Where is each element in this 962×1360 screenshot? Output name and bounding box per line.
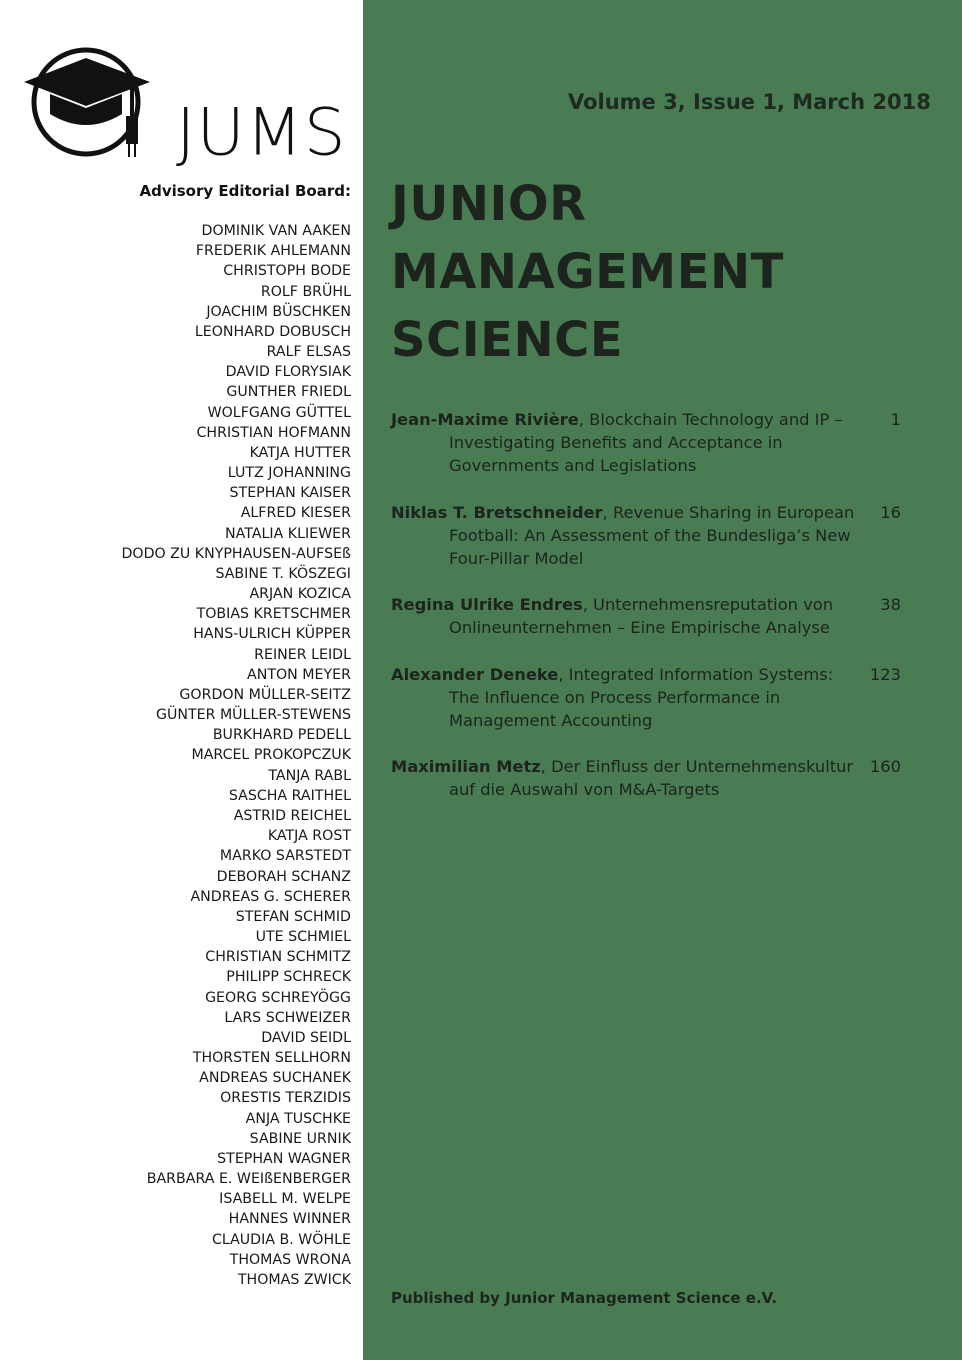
board-member: GUNTHER FRIEDL — [226, 384, 351, 401]
board-member: LUTZ JOHANNING — [227, 465, 351, 482]
toc-entry — [391, 593, 901, 639]
toc-author: Alexander Deneke — [391, 664, 559, 684]
board-member: UTE SCHMIEL — [255, 929, 351, 946]
board-member: THOMAS ZWICK — [237, 1271, 351, 1288]
board-member: LARS SCHWEIZER — [224, 1009, 351, 1026]
toc-entry-first-line — [391, 501, 901, 524]
board-member: REINER LEIDL — [254, 646, 351, 663]
board-member: SASCHA RAITHEL — [228, 787, 351, 804]
board-member: JOACHIM BÜSCHKEN — [206, 303, 351, 320]
board-member: WOLFGANG GÜTTEL — [207, 404, 351, 421]
board-member: ISABELL M. WELPE — [219, 1191, 351, 1208]
toc-entry-first-line — [391, 755, 901, 778]
table-of-contents — [391, 408, 901, 802]
board-member: ALFRED KIESER — [240, 505, 351, 522]
toc-title: , Unternehmensreputation von — [582, 595, 834, 615]
board-member: NATALIA KLIEWER — [225, 525, 351, 542]
graduation-cap-icon — [22, 44, 172, 164]
board-member: SABINE URNIK — [249, 1130, 351, 1147]
board-member: STEFAN SCHMID — [235, 908, 351, 925]
board-member: GORDON MÜLLER-SEITZ — [179, 686, 351, 703]
toc-page-number: 16 — [880, 502, 901, 522]
board-member: LEONHARD DOBUSCH — [194, 323, 351, 340]
toc-title-continuation: Management Accounting — [449, 711, 653, 731]
board-member: DOMINIK VAN AAKEN — [201, 223, 351, 239]
board-member: HANS-ULRICH KÜPPER — [193, 626, 351, 643]
logo-wordmark: JUMS — [176, 94, 347, 171]
board-member: ANDREAS SUCHANEK — [199, 1070, 351, 1087]
board-member: KATJA HUTTER — [249, 444, 351, 461]
board-member: DEBORAH SCHANZ — [216, 868, 351, 885]
toc-title-continuation: auf die Auswahl von M&A-Targets — [449, 780, 720, 800]
toc-author: Regina Ulrike Endres — [391, 595, 583, 615]
toc-title-continuation: Four-Pillar Model — [449, 549, 584, 569]
board-member: CHRISTOPH BODE — [223, 263, 351, 280]
toc-entry-first-line — [391, 593, 901, 616]
toc-title-continuation: Onlineunternehmen – Eine Empirische Analyse — [449, 618, 830, 638]
board-member: PHILIPP SCHRECK — [226, 969, 351, 986]
toc-title: , Der Einfluss der Unternehmenskultur — [540, 757, 854, 777]
board-member: KATJA ROST — [267, 828, 351, 845]
board-member: CHRISTIAN HOFMANN — [196, 424, 351, 441]
board-member: CLAUDIA B. WÖHLE — [211, 1231, 351, 1248]
toc-title-continuation: The Influence on Process Performance in — [449, 687, 781, 707]
board-member: ANJA TUSCHKE — [245, 1110, 351, 1127]
board-title: Advisory Editorial Board: — [139, 182, 351, 200]
toc-title: , Integrated Information Systems: — [558, 664, 834, 684]
board-member: DAVID SEIDL — [261, 1029, 351, 1046]
editorial-board-panel — [0, 0, 363, 1360]
board-member: STEPHAN KAISER — [229, 485, 351, 502]
journal-title-line: MANAGEMENT — [391, 244, 784, 300]
toc-author: Jean-Maxime Rivière — [391, 410, 579, 429]
board-member: ASTRID REICHEL — [233, 807, 351, 824]
board-member: ARJAN KOZICA — [249, 586, 351, 603]
journal-title-line: JUNIOR — [391, 176, 587, 232]
board-member: BARBARA E. WEIßENBERGER — [146, 1171, 351, 1188]
board-member: DAVID FLORYSIAK — [225, 364, 351, 381]
toc-entry-first-line — [391, 408, 901, 431]
board-member: GEORG SCHREYÖGG — [205, 989, 351, 1006]
toc-page-number: 160 — [869, 757, 901, 777]
issue-info: Volume 3, Issue 1, March 2018 — [568, 90, 931, 114]
board-member: TANJA RABL — [268, 767, 351, 784]
board-member: SABINE T. KÖSZEGI — [215, 565, 351, 582]
toc-title-continuation: Football: An Assessment of the Bundesliga’s New — [449, 525, 851, 545]
board-member: BURKHARD PEDELL — [212, 727, 351, 744]
board-member: GÜNTER MÜLLER-STEWENS — [155, 707, 351, 724]
jums-logo — [22, 44, 352, 171]
toc-page-number: 38 — [880, 595, 901, 615]
board-member: HANNES WINNER — [228, 1211, 351, 1228]
publisher-line: Published by Junior Management Science e.V. — [391, 1289, 778, 1307]
toc-entry-first-line — [391, 663, 901, 686]
toc-author: Niklas T. Bretschneider — [391, 502, 603, 522]
journal-title-line: SCIENCE — [391, 312, 624, 368]
board-member: RALF ELSAS — [266, 344, 351, 361]
toc-entry — [391, 408, 901, 478]
board-member: ANTON MEYER — [247, 666, 351, 683]
board-member: ROLF BRÜHL — [260, 283, 351, 300]
board-member-list — [11, 221, 351, 1290]
board-member: THORSTEN SELLHORN — [192, 1050, 351, 1067]
toc-page-number: 1 — [890, 410, 901, 429]
board-member: STEPHAN WAGNER — [217, 1150, 351, 1167]
toc-title: , Blockchain Technology and IP – — [578, 410, 843, 429]
toc-entry — [391, 663, 901, 733]
board-member: TOBIAS KRETSCHMER — [196, 606, 351, 623]
toc-author: Maximilian Metz — [391, 757, 541, 777]
board-member: MARKO SARSTEDT — [219, 848, 351, 865]
cover-panel — [363, 0, 962, 1360]
board-member: FREDERIK AHLEMANN — [195, 243, 351, 260]
toc-title-continuation: Governments and Legislations — [449, 456, 697, 476]
toc-entry — [391, 755, 901, 801]
toc-title: , Revenue Sharing in European — [602, 502, 855, 522]
toc-entry — [391, 501, 901, 571]
board-member: ANDREAS G. SCHERER — [190, 888, 351, 905]
board-member: MARCEL PROKOPCZUK — [191, 747, 351, 764]
board-member: CHRISTIAN SCHMITZ — [205, 949, 351, 966]
board-member: THOMAS WRONA — [229, 1251, 351, 1268]
board-member: DODO ZU KNYPHAUSEN-AUFSEß — [121, 545, 351, 562]
journal-title — [391, 170, 784, 374]
board-member: ORESTIS TERZIDIS — [220, 1090, 351, 1107]
toc-page-number: 123 — [869, 664, 901, 684]
toc-title-continuation: Investigating Benefits and Acceptance in — [449, 433, 783, 453]
